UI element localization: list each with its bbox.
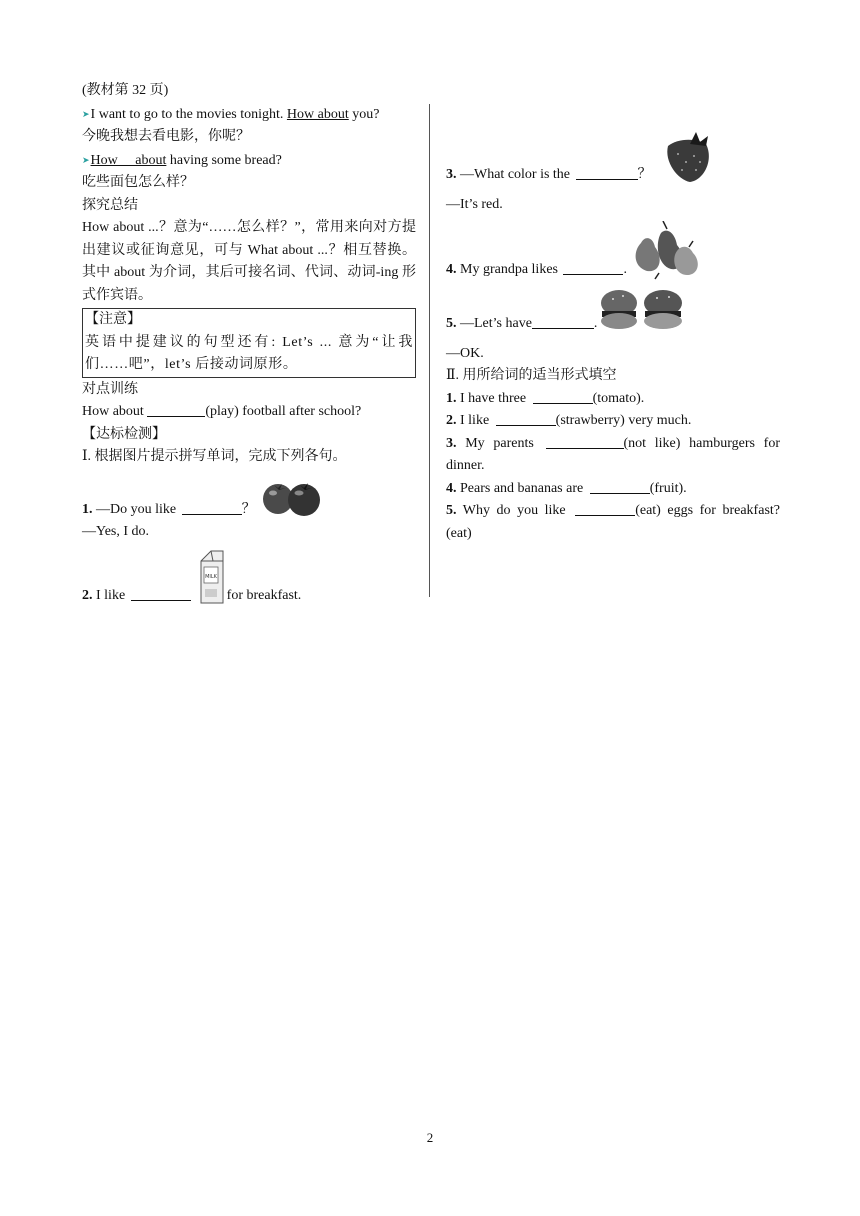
section-2-item-5: 5. Why do you like (eat) eggs for breakfast? (eat) xyxy=(446,503,780,541)
hamburgers-icon xyxy=(599,287,685,333)
question-3: 3. —What color is the ？ xyxy=(446,132,780,186)
section-2-title: Ⅱ. 用所给词的适当形式填空 xyxy=(446,368,617,383)
textbook-reference: (教材第 32 页) xyxy=(82,83,169,98)
summary-title: 探究总结 xyxy=(82,197,138,213)
question-4: 4. My grandpa likes . xyxy=(446,221,780,281)
answer-blank[interactable] xyxy=(532,314,594,329)
example-2: ➤How about having some bread? xyxy=(82,152,282,168)
answer-blank[interactable] xyxy=(182,500,242,515)
answer-blank[interactable] xyxy=(563,260,623,275)
tomatoes-icon xyxy=(260,477,324,517)
practice-title: 对点训练 xyxy=(82,381,138,397)
summary-text: How about ...？意为“……怎么样？”，常用来向对方提出建议或征询意见，可与 What about ...？相互替换。其中 about 为介词，其后可接名词、代词、动词-ing 形式作宾语。 xyxy=(82,220,416,303)
practice-question: How about (play) football after school? xyxy=(82,404,362,419)
arrow-bullet-icon: ➤ xyxy=(82,154,90,165)
answer-blank[interactable] xyxy=(575,501,635,516)
section-2-item-3: 3. My parents (not like) hamburgers for dinner. xyxy=(446,435,780,473)
example-1-translation: 今晚我想去看电影，你呢？ xyxy=(82,129,250,144)
question-2: 2. I like MILK for breakfast. xyxy=(82,547,416,607)
answer-blank[interactable] xyxy=(576,165,638,180)
page-number: 2 xyxy=(426,1130,434,1145)
example-1: ➤I want to go to the movies tonight. How about you? xyxy=(82,106,380,122)
note-title: 【注意】 xyxy=(85,312,141,327)
pears-icon xyxy=(627,221,703,281)
answer-blank[interactable] xyxy=(533,389,593,404)
answer-blank[interactable] xyxy=(131,586,191,601)
question-5: 5. —Let’s have . xyxy=(446,287,780,335)
section-2-item-1: 1. I have three (tomato). xyxy=(446,390,645,406)
question-3-answer: —It’s red. xyxy=(446,197,503,212)
answer-blank[interactable] xyxy=(546,434,624,449)
section-2-item-2: 2. I like (strawberry) very much. xyxy=(446,413,692,428)
section-2-item-4: 4. Pears and bananas are (fruit). xyxy=(446,480,687,496)
question-1: 1. —Do you like ？ xyxy=(82,477,416,521)
answer-blank[interactable] xyxy=(590,479,650,494)
right-column xyxy=(446,132,780,545)
column-divider xyxy=(429,104,430,597)
question-5-answer: —OK. xyxy=(446,345,484,361)
example-2-translation: 吃些面包怎么样？ xyxy=(82,175,194,190)
question-1-answer: —Yes, I do. xyxy=(82,523,150,539)
strawberry-icon xyxy=(660,132,716,184)
milk-carton-icon xyxy=(197,547,227,605)
test-title: 【达标检测】 xyxy=(82,426,166,442)
answer-blank[interactable] xyxy=(147,402,205,417)
left-column xyxy=(82,80,416,607)
note-box xyxy=(82,308,416,378)
section-1-title: Ⅰ. 根据图片提示拼写单词，完成下列各句。 xyxy=(82,449,347,464)
milk-label: MILK xyxy=(204,574,217,580)
answer-blank[interactable] xyxy=(496,411,556,426)
arrow-bullet-icon: ➤ xyxy=(82,108,90,119)
note-text: 英语中提建议的句型还有: Let’s ... 意为“让我们……吧”，let’s 后接动词原形。 xyxy=(85,334,413,372)
